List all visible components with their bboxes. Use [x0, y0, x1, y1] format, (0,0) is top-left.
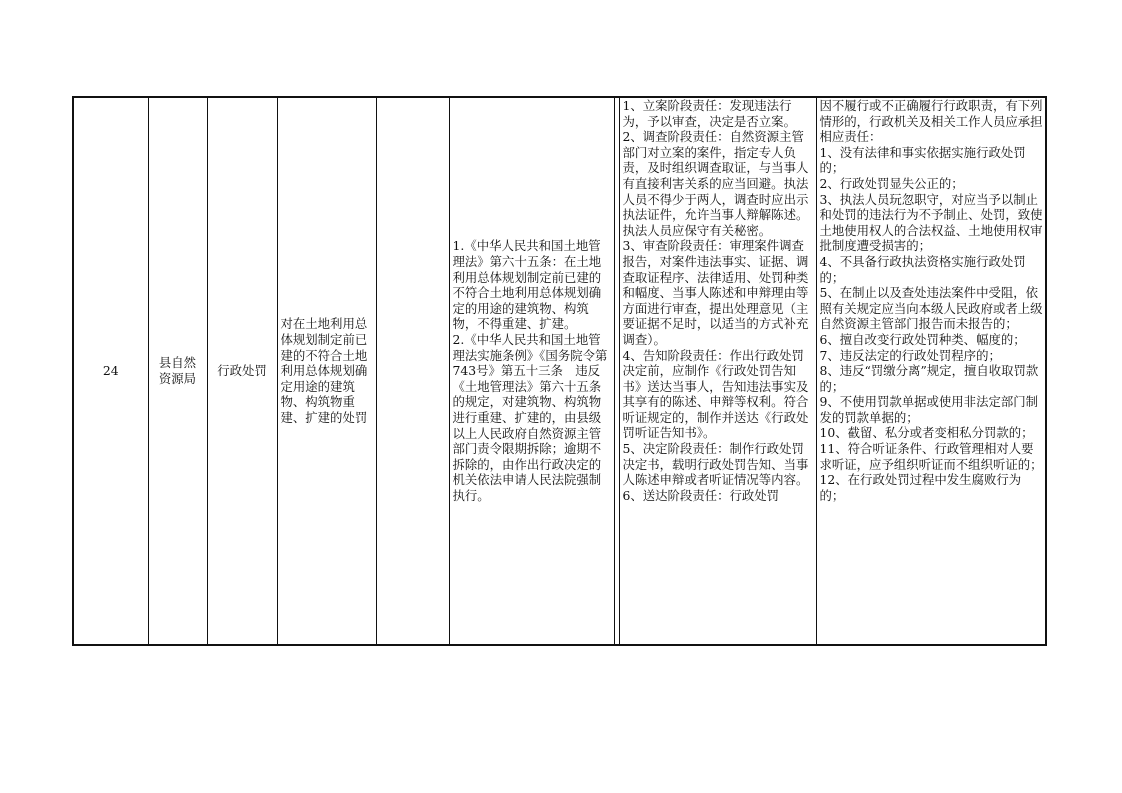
responsibility-cell	[619, 97, 816, 645]
department: 县自然 资源局	[158, 355, 197, 386]
department-cell	[148, 97, 207, 645]
row-number-cell	[73, 97, 148, 645]
category-cell	[207, 97, 277, 645]
item-name-cell	[277, 97, 376, 645]
responsibility-items: 1、立案阶段责任：发现违法行为，予以审查，决定是否立案。 2、调查阶段责任：自然资源主管部门对立案的案件，指定专人负责，及时组织调查取证，与当事人有直接利害关系的应当回避。执法人员不得少于两人，调查时应出示执法证件，允许当事人辩解陈述。执法人员应保守有关秘密。 3、审查阶段责任：审理案件调查报告，对案件违法事实、证据、调查取证程序、法律适用、处罚种类和幅度、当事人陈述和申辩理由等方面进行审查，提出处理意见（主要证据不足时，以适当的方式补充调查）。 4、告知阶段责任：作出行政处罚决定前，应制作《行政处罚告知书》送达当事人，告知违法事实及其享有的陈述、申辩等权利。符合听证规定的，制作并送达《行政处罚听证告知书》。 5、决定阶段责任：制作行政处罚决定书，载明行政处罚告知、当事人陈述申辩或者听证情况等内容。 6、送达阶段责任：行政处罚	[622, 98, 809, 503]
item-name: 对在土地利用总体规划制定前已建的不符合土地利用总体规划确定用途的建筑物、构筑物重建、扩建的处罚	[280, 316, 368, 425]
responsibility-list-table	[72, 96, 1047, 646]
sub-item-cell	[376, 97, 449, 645]
legal-basis: 1.《中华人民共和国土地管理法》第六十五条：在土地利用总体规划制定前已建的不符合土地利用总体规划确定的用途的建筑物、构筑物，不得重建、扩建。 2.《中华人民共和国土地管理法实施条例》《国务院令第743号》第五十三条 违反《土地管理法》第六十五条的规定，对建筑物、构筑物进行重建、扩建的，由县级以上人民政府自然资源主管部门责令限期拆除；逾期不拆除的，由作出行政决定的机关依法申请人民法院强制执行。	[452, 238, 608, 503]
liability-cell	[816, 97, 1046, 645]
legal-basis-cell	[449, 97, 614, 645]
table-row	[73, 97, 1046, 645]
category: 行政处罚	[217, 363, 267, 379]
liability-items: 因不履行或不正确履行行政职责，有下列情形的，行政机关及相关工作人员应承担相应责任： 1、没有法律和事实依据实施行政处罚的； 2、行政处罚显失公正的； 3、执法人员玩忽职守，对应当予以制止和处罚的违法行为不予制止、处罚，致使土地使用权人的合法权益、土地使用权审批制度遭受损害的； 4、不具备行政执法资格实施行政处罚的； 5、在制止以及查处违法案件中受阻，依照有关规定应当向本级人民政府或者上级自然资源主管部门报告而未报告的； 6、擅自改变行政处罚种类、幅度的； 7、违反法定的行政处罚程序的； 8、违反“罚缴分离”规定，擅自收取罚款的； 9、不使用罚款单据或使用非法定部门制发的罚款单据的； 10、截留、私分或者变相私分罚款的； 11、符合听证条件、行政管理相对人要求听证，应予组织听证而不组织听证的； 12、在行政处罚过程中发生腐败行为的；	[819, 98, 1043, 503]
row-number: 24	[102, 363, 119, 379]
